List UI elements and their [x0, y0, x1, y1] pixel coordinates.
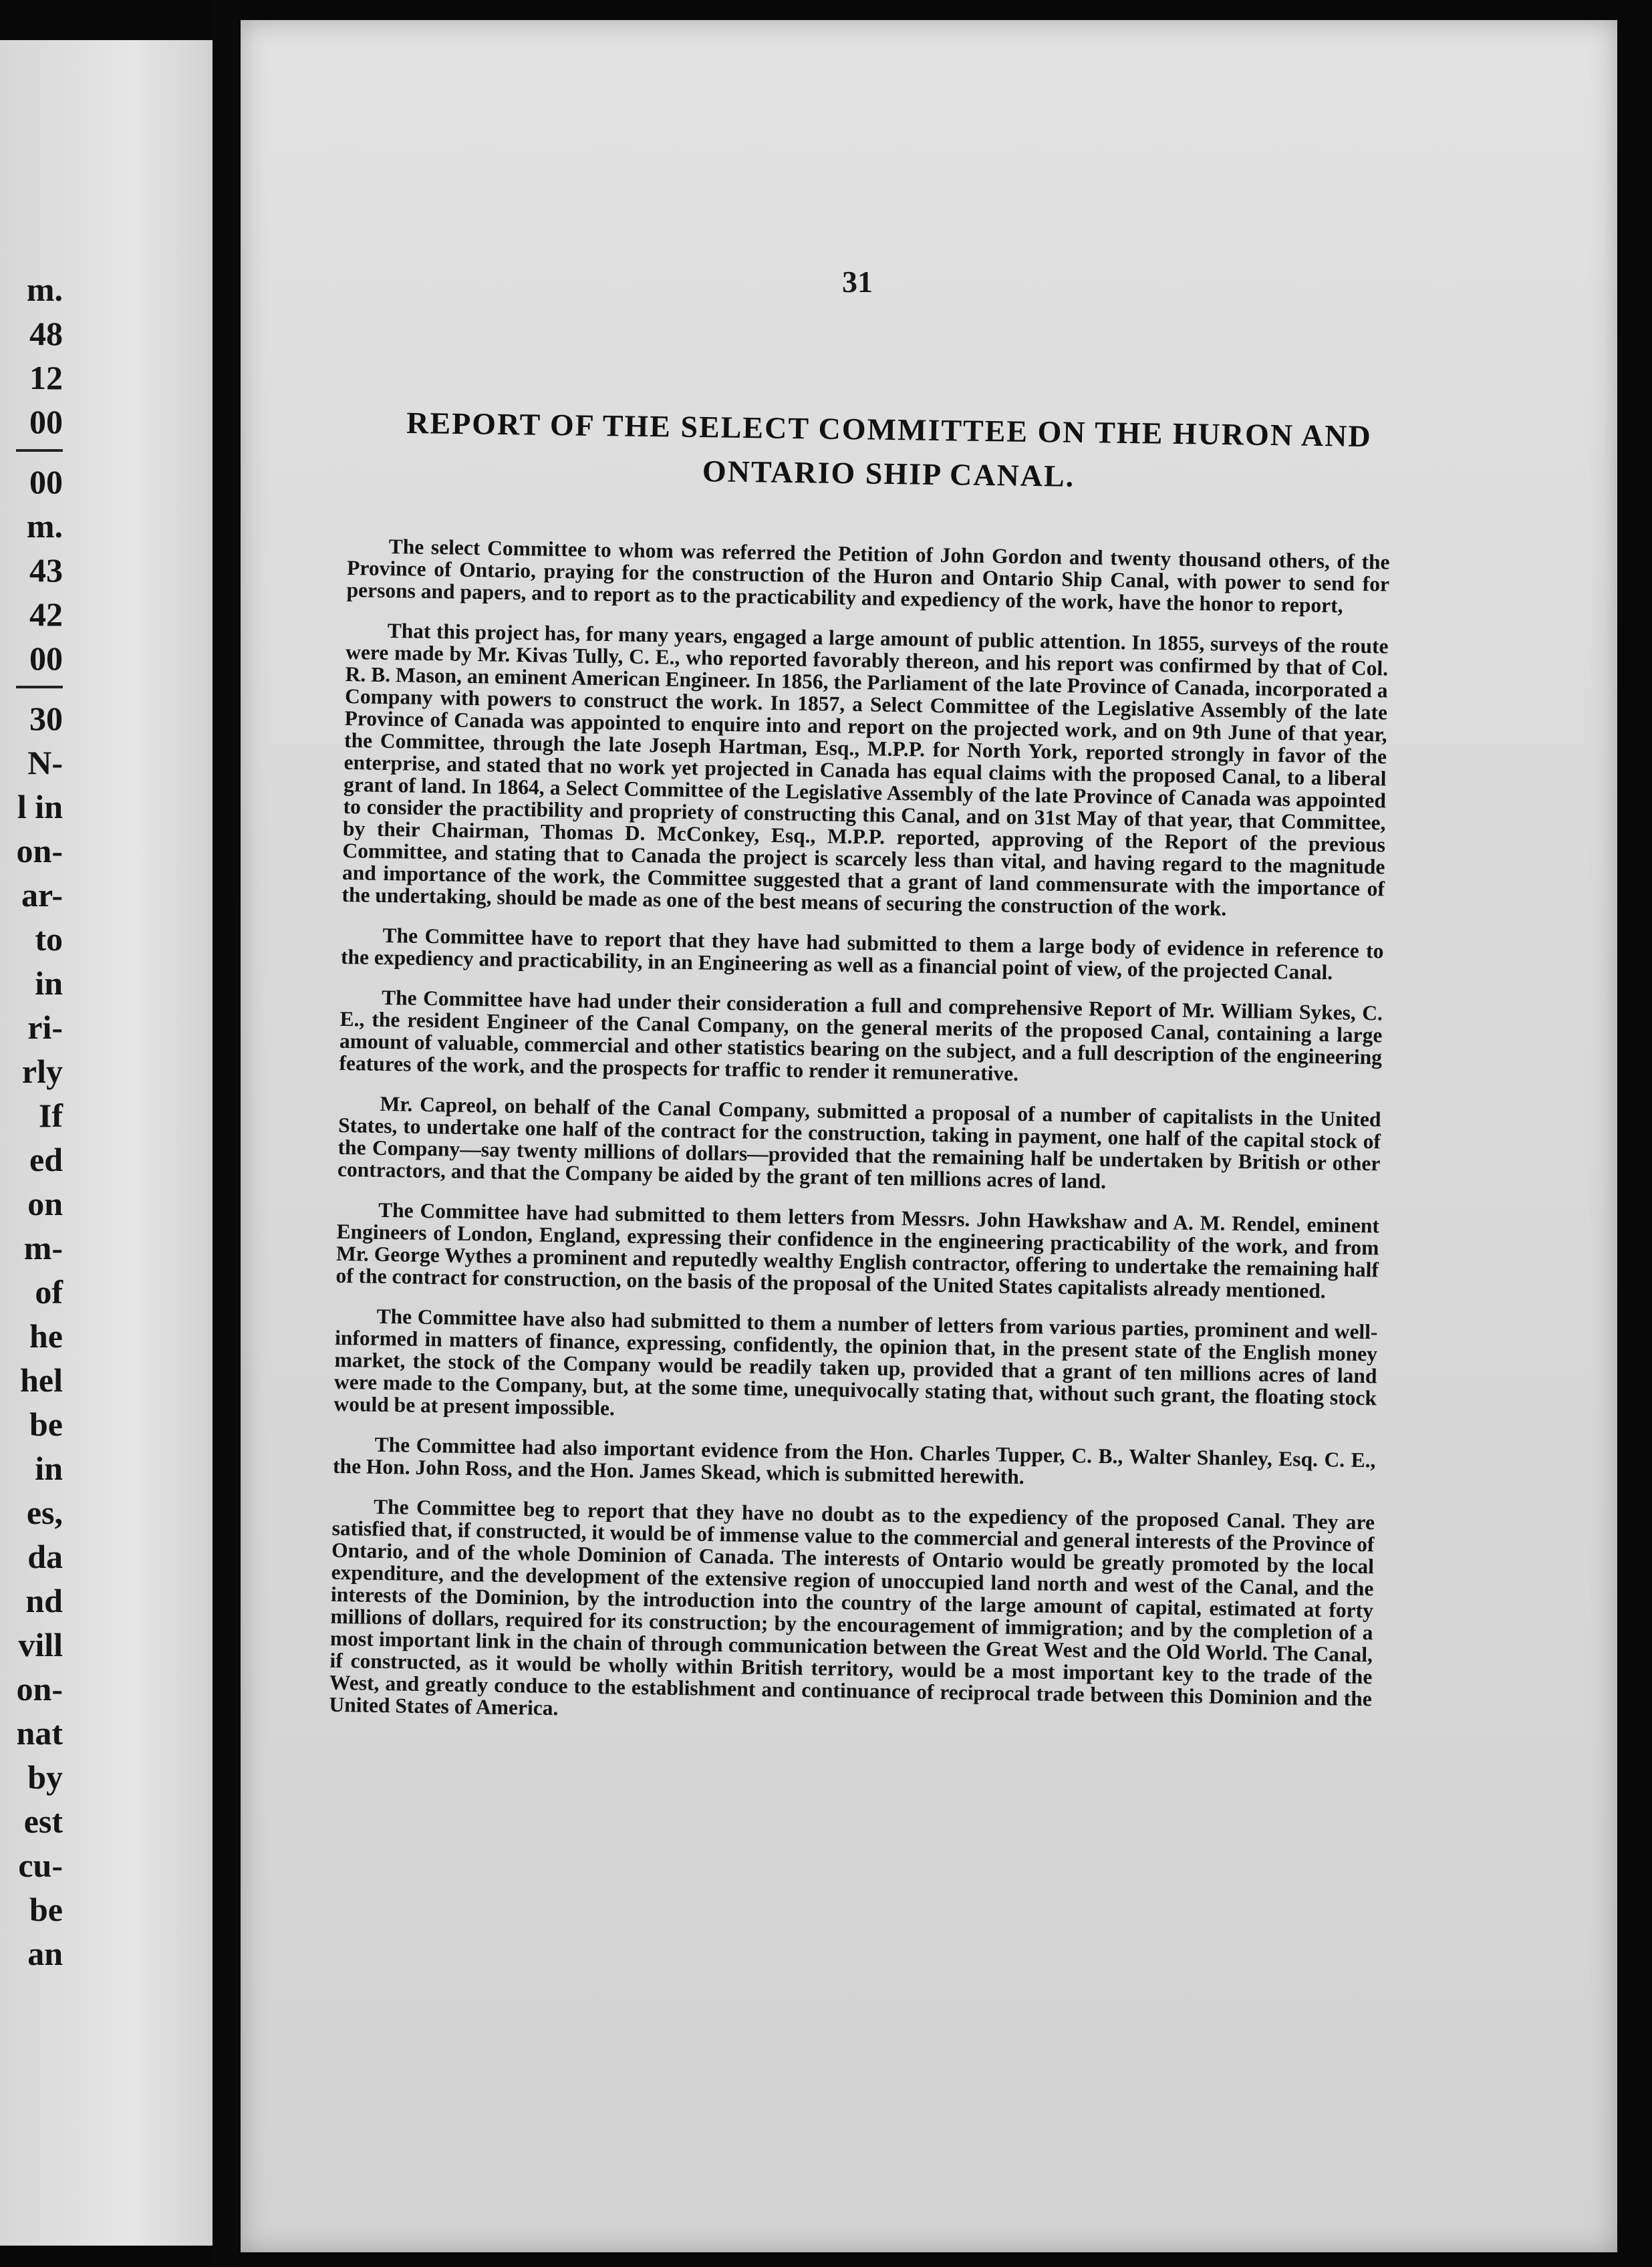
left-fragment: m. — [26, 271, 63, 308]
page-gutter — [213, 0, 241, 2267]
left-fragment: an — [27, 1935, 63, 1972]
left-fragment: ed — [29, 1141, 63, 1178]
left-fragment: 00 — [29, 463, 63, 501]
left-fragment: by — [27, 1758, 63, 1796]
paragraph: The Committee have had under their consideration a full and comprehensive Report of Mr. William Sykes, C. E., the resident Engineer of the Canal Company, on the general merits of the proposed Canal, containing a large amount of valuable, commercial and other statistics bearing on the subject, and a full description of the engineering features of the work, and the prospects for traffic to render it remunerative. — [339, 985, 1383, 1085]
paragraph: Mr. Capreol, on behalf of the Canal Company, submitted a proposal of a number of capitalists in the United States, to undertake one half of the contract for the construction, taking in payment, one half of the capital stock of the Company—say twenty millions of dollars—provided that the remaining half be undertaken by British or other contractors, and that the Company be aided by the grant of ten millions acres of land. — [337, 1091, 1381, 1193]
left-fragment: be — [29, 1406, 63, 1443]
left-fragment: 00 — [29, 640, 63, 677]
left-fragment: ri- — [27, 1009, 63, 1046]
paragraph: The Committee have had submitted to them letters from Messrs. John Hawkshaw and A. M. Rendel, eminent Engineers of London, England, expressing their confidence in the engineering practicability of the work, and from Mr. George Wythes a prominent and reputedly wealthy English contractor, offering to undertake the remaining half of the contract for construction, on the basis of the proposal of the United States capitalists already mentioned. — [335, 1198, 1380, 1303]
left-fragment: 00 — [29, 403, 63, 440]
left-fragment: 48 — [29, 315, 63, 352]
left-fragment: m. — [26, 507, 63, 545]
left-fragment: cu- — [18, 1847, 63, 1884]
left-fragment: N- — [27, 744, 63, 781]
left-fragment: es, — [26, 1494, 63, 1531]
left-fragment: be — [29, 1891, 63, 1928]
left-fragment: da — [27, 1538, 63, 1575]
left-fragment: in — [35, 964, 63, 1002]
left-fragment: 12 — [29, 359, 63, 396]
left-page-margin-text — [0, 267, 74, 2072]
page-number: 31 — [842, 265, 873, 299]
left-fragment: est — [23, 1803, 63, 1840]
paragraph: The Committee beg to report that they have no doubt as to the expediency of the proposed Canal. They are satisfied that, if constructed, it would be of immense value to the commercial and general interests of the Province of Ontario, and of the whole Dominion of Canada. The interests of Ontario would be greatly promoted by the local expenditure, and the development of the extensive region of unoccupied land north and west of the Canal, and the interests of the Dominion, by the introduction into the country of the large amount of capital, estimated at forty millions of dollars, required for its construction; by the encouragement of immigration; and by the completion of a most important link in the chain of through communication between the Great West and the Old World. The Canal, if constructed, as it would be wholly within British territory, would be a most important key to the trade of the West, and greatly conduce to the establishment and continuance of reciprocal trade between this Dominion and the United States of America. — [329, 1494, 1375, 1720]
left-fragment: vill — [18, 1626, 63, 1663]
paragraph: The Committee have to report that they have had submitted to them a large body of evidence in reference to the expediency and practicability, in an Engineering as well as a financial point of view, of the projected Canal. — [340, 923, 1384, 984]
left-fragment: m- — [23, 1229, 63, 1266]
report-body — [329, 535, 1390, 1750]
left-fragment: ar- — [21, 876, 63, 914]
left-rule — [16, 449, 63, 452]
left-fragment: nat — [16, 1714, 63, 1752]
left-fragment: nd — [25, 1582, 63, 1619]
paragraph: The Committee had also important evidence from the Hon. Charles Tupper, C. B., Walter Shanley, Esq. C. E., the Hon. John Ross, and the Hon. James Skead, which is submitted herewith. — [332, 1432, 1376, 1489]
left-fragment: 42 — [29, 595, 63, 633]
left-fragment: on — [27, 1185, 63, 1222]
left-fragment: l in — [17, 788, 63, 825]
report-title: REPORT OF THE SELECT COMMITTEE ON THE HURON AND ONTARIO SHIP CANAL. — [406, 405, 1373, 493]
left-fragment: to — [35, 920, 63, 958]
left-fragment: If — [38, 1097, 63, 1134]
left-fragment: in — [35, 1450, 63, 1487]
paragraph: The Committee have also had submitted to them a number of letters from various parties, prominent and well-informed in matters of finance, expressing, confidently, the opinion that, in the present state of the English money market, the stock of the Company would be readily taken up, provided that a grant of ten millions acres of land were made to the Company, but, at the some time, unequivocally stating that, without such grant, the floating stock would be at present impossible. — [333, 1304, 1378, 1420]
paragraph: The select Committee to whom was referred the Petition of John Gordon and twenty thousand others, of the Province of Ontario, praying for the construction of the Huron and Ontario Ship Canal, with power to send for persons and papers, and to report as to the practicability and expediency of the work, have the honor to report, — [346, 534, 1390, 618]
left-fragment: rly — [21, 1053, 63, 1090]
left-fragment: he — [29, 1317, 63, 1355]
left-rule — [16, 686, 63, 688]
paragraph: That this project has, for many years, engaged a large amount of public attention. In 1855, surveys of the route were made by Mr. Kivas Tully, C. E., who reported favorably thereon, and his report was confirmed by that of Col. R. B. Mason, an eminent American Engineer. In 1856, the Parliament of the late Province of Canada, incorporated a Company with powers to construct the work. In 1857, a Select Committee of the Legislative Assembly of the late Province of Canada was appointed to enquire into and report on the projected work, and on 9th June of that year, the Committee, through the late Joseph Hartman, Esq., M.P.P. for North York, reported strongly in favor of the enterprise, and stated that no work yet projected in Canada has equal claims with the proposed Canal, to a liberal grant of land. In 1864, a Select Committee of the Legislative Assembly of the late Province of Canada was appointed to consider the practibility and propriety of constructing this Canal, and on 31st May of that year, that Committee, by their Chairman, Thomas D. McConkey, Esq., M.P.P. reported, approving of the Report of the previous Committee, and stating that to Canada the project is scarcely less than vital, and having regard to the magnitude and importance of the work, the Committee suggested that a grant of land commensurate with the importance of the undertaking, should be made as one of the best means of securing the construction of the work. — [341, 618, 1389, 920]
left-fragment: 43 — [29, 551, 63, 589]
left-fragment: 30 — [29, 700, 63, 737]
left-fragment: on- — [16, 832, 63, 870]
left-fragment: of — [35, 1273, 63, 1311]
left-fragment: hel — [20, 1361, 63, 1399]
left-fragment: on- — [16, 1670, 63, 1708]
